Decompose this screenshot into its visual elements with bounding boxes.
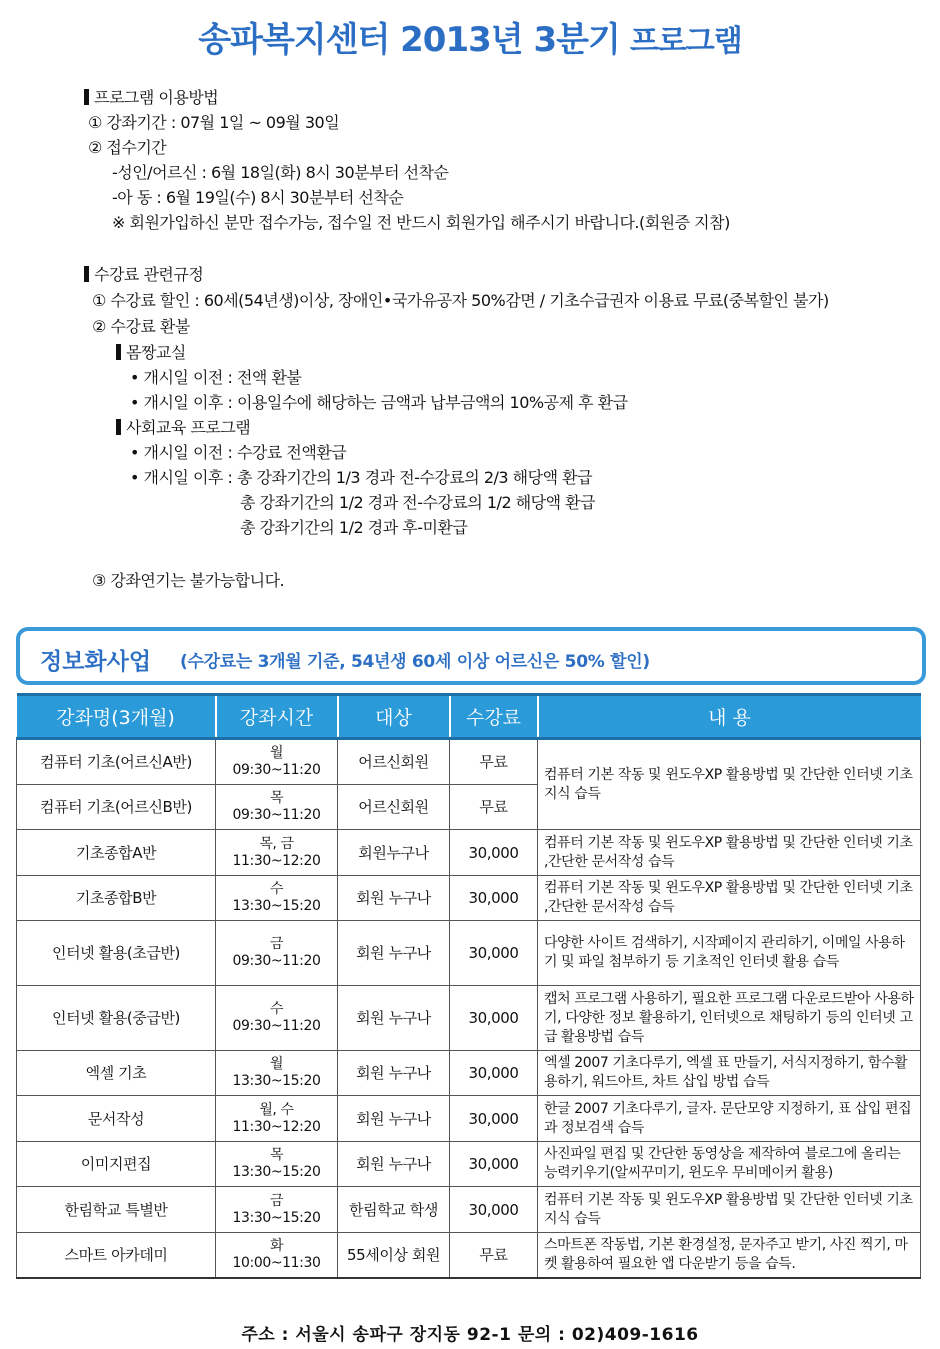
course-content: 엑셀 2007 기초다루기, 엑셀 표 만들기, 서식지정하기, 함수활용하기, 워드아트, 차트 삽입 방법 습득 bbox=[538, 1051, 921, 1096]
course-fee: 30,000 bbox=[450, 1142, 538, 1187]
course-fee: 30,000 bbox=[450, 1096, 538, 1142]
table-row bbox=[17, 1096, 921, 1142]
course-day: 목 bbox=[269, 1147, 284, 1163]
course-time bbox=[216, 739, 338, 785]
title-main: 송파복지센터 2013년 3분기 bbox=[198, 20, 620, 60]
course-name: 이미지편집 bbox=[17, 1142, 216, 1187]
course-target: 회원 누구나 bbox=[338, 1142, 450, 1187]
usage-line: -아 동 : 6월 19일(수) 8시 30분부터 선착순 bbox=[112, 188, 404, 207]
fees-heading: 수강료 관련규정 bbox=[84, 262, 203, 285]
course-content: 스마트폰 작동법, 기본 환경설정, 문자주고 받기, 사진 찍기, 마켓 활용하여 필요한 앱 다운받기 등을 습득. bbox=[538, 1233, 921, 1278]
course-name: 인터넷 활용(중급반) bbox=[17, 986, 216, 1051]
course-day: 수 bbox=[269, 1001, 284, 1017]
table-row bbox=[17, 1142, 921, 1187]
course-hours: 09:30~11:20 bbox=[232, 807, 321, 823]
fees-line: ① 수강료 할인 : 60세(54년생)이상, 장애인•국가유공자 50%감면 / 기초수급권자 이용료 무료(중복할인 불가) bbox=[92, 291, 829, 310]
fees-line: • 개시일 이전 : 수강료 전액환급 bbox=[130, 443, 347, 462]
course-name: 기초종합A반 bbox=[17, 830, 216, 876]
table-row bbox=[17, 739, 921, 785]
course-content: 컴퓨터 기본 작동 및 윈도우XP 활용방법 및 간단한 인터넷 기초 ,간단한 문서작성 습득 bbox=[538, 876, 921, 921]
course-time bbox=[216, 1051, 338, 1096]
course-time bbox=[216, 1142, 338, 1187]
course-day: 목 bbox=[269, 790, 284, 806]
table-row bbox=[17, 1233, 921, 1278]
course-day: 금 bbox=[269, 1192, 284, 1209]
course-fee: 무료 bbox=[450, 739, 538, 785]
course-content: 컴퓨터 기본 작동 및 윈도우XP 활용방법 및 간단한 인터넷 기초 지식 습득 bbox=[538, 1187, 921, 1233]
course-hours: 13:30~15:20 bbox=[232, 1209, 321, 1226]
course-fee: 30,000 bbox=[450, 876, 538, 921]
fees-line: • 개시일 이후 : 이용일수에 해당하는 금액과 납부금액의 10%공제 후 환급 bbox=[130, 393, 628, 412]
course-target: 어르신회원 bbox=[338, 785, 450, 830]
program-table bbox=[16, 693, 921, 1279]
course-hours: 13:30~15:20 bbox=[232, 898, 321, 914]
course-hours: 09:30~11:20 bbox=[232, 762, 321, 778]
course-time bbox=[216, 876, 338, 921]
fees-line: 총 강좌기간의 1/2 경과 후-미환급 bbox=[240, 518, 468, 537]
table-row bbox=[17, 986, 921, 1051]
course-name: 기초종합B반 bbox=[17, 876, 216, 921]
title-sub: 프로그램 bbox=[629, 24, 742, 59]
fees-subheading: 사회교육 프로그램 bbox=[116, 415, 250, 438]
fees-line: ③ 강좌연기는 불가능합니다. bbox=[92, 571, 285, 590]
banner-note: (수강료는 3개월 기준, 54년생 60세 이상 어르신은 50% 할인) bbox=[180, 652, 650, 672]
table-row bbox=[17, 830, 921, 876]
course-content: 캡처 프로그램 사용하기, 필요한 프로그램 다운로드받아 사용하기, 다양한 정보 활용하기, 인터넷으로 채팅하기 등의 인터넷 고급 활용방법 습득 bbox=[538, 986, 921, 1051]
usage-notice: ※ 회원가입하신 분만 접수가능, 접수일 전 반드시 회원가입 해주시기 바랍니다.(회원증 지참) bbox=[112, 213, 730, 232]
table-row bbox=[17, 1187, 921, 1233]
course-target: 회원 누구나 bbox=[338, 986, 450, 1051]
course-fee: 30,000 bbox=[450, 1187, 538, 1233]
course-fee: 30,000 bbox=[450, 921, 538, 986]
course-hours: 11:30~12:20 bbox=[232, 852, 321, 869]
section-banner bbox=[16, 627, 926, 685]
course-fee: 30,000 bbox=[450, 1051, 538, 1096]
course-name: 컴퓨터 기초(어르신B반) bbox=[17, 785, 216, 830]
table-row bbox=[17, 1051, 921, 1096]
course-hours: 11:30~12:20 bbox=[232, 1118, 321, 1135]
course-name: 엑셀 기초 bbox=[17, 1051, 216, 1096]
course-fee: 30,000 bbox=[450, 986, 538, 1051]
course-day: 월 bbox=[269, 1056, 284, 1072]
course-content: 사진파일 편집 및 간단한 동영상을 제작하여 블로그에 올리는 능력키우기(알씨꾸미기, 윈도우 무비메이커 활용) bbox=[538, 1142, 921, 1187]
course-hours: 10:00~11:30 bbox=[232, 1254, 321, 1271]
course-name: 한림학교 특별반 bbox=[17, 1187, 216, 1233]
course-content: 컴퓨터 기본 작동 및 윈도우XP 활용방법 및 간단한 인터넷 기초 ,간단한 문서작성 습득 bbox=[538, 830, 921, 876]
fees-line: • 개시일 이후 : 총 강좌기간의 1/3 경과 전-수강료의 2/3 해당액 환급 bbox=[130, 468, 593, 487]
course-content: 다양한 사이트 검색하기, 시작페이지 관리하기, 이메일 사용하기 및 파일 첨부하기 등 기초적인 인터넷 활용 습득 bbox=[538, 921, 921, 986]
course-target: 어르신회원 bbox=[338, 739, 450, 785]
course-target: 회원누구나 bbox=[338, 830, 450, 876]
course-time bbox=[216, 986, 338, 1051]
course-hours: 09:30~11:20 bbox=[232, 1018, 321, 1034]
course-day: 목, 금 bbox=[259, 835, 294, 852]
course-hours: 13:30~15:20 bbox=[232, 1073, 321, 1089]
footer-address: 주소 : 서울시 송파구 장지동 92-1 문의 : 02)409-1616 bbox=[241, 1325, 699, 1345]
fees-line: 총 강좌기간의 1/2 경과 전-수강료의 1/2 해당액 환급 bbox=[240, 493, 596, 512]
course-name: 인터넷 활용(초급반) bbox=[17, 921, 216, 986]
course-day: 월 bbox=[269, 745, 284, 761]
header-fee: 수강료 bbox=[450, 695, 538, 739]
course-day: 금 bbox=[269, 936, 284, 952]
course-fee: 무료 bbox=[450, 1233, 538, 1278]
usage-line: ② 접수기간 bbox=[88, 138, 167, 157]
header-time: 강좌시간 bbox=[216, 695, 338, 739]
usage-line: -성인/어르신 : 6월 18일(화) 8시 30분부터 선착순 bbox=[112, 163, 449, 182]
usage-heading: 프로그램 이용방법 bbox=[84, 85, 218, 108]
course-hours: 09:30~11:20 bbox=[232, 953, 321, 969]
course-day: 화 bbox=[269, 1237, 284, 1254]
course-time bbox=[216, 1096, 338, 1142]
course-target: 회원 누구나 bbox=[338, 876, 450, 921]
course-time bbox=[216, 1233, 338, 1278]
course-hours: 13:30~15:20 bbox=[232, 1164, 321, 1180]
course-name: 컴퓨터 기초(어르신A반) bbox=[17, 739, 216, 785]
header-content: 내 용 bbox=[538, 695, 921, 739]
course-time bbox=[216, 830, 338, 876]
course-content: 한글 2007 기초다루기, 글자. 문단모양 지정하기, 표 삽입 편집과 정보검색 습득 bbox=[538, 1096, 921, 1142]
course-content: 컴퓨터 기본 작동 및 윈도우XP 활용방법 및 간단한 인터넷 기초 지식 습득 bbox=[538, 739, 921, 830]
course-time bbox=[216, 1187, 338, 1233]
fees-line: ② 수강료 환불 bbox=[92, 317, 190, 336]
course-fee: 30,000 bbox=[450, 830, 538, 876]
course-name: 스마트 아카데미 bbox=[17, 1233, 216, 1278]
course-time bbox=[216, 921, 338, 986]
table-row bbox=[17, 921, 921, 986]
course-target: 회원 누구나 bbox=[338, 1096, 450, 1142]
course-day: 수 bbox=[269, 881, 284, 897]
table-header-row bbox=[17, 695, 921, 739]
course-fee: 무료 bbox=[450, 785, 538, 830]
course-target: 회원 누구나 bbox=[338, 1051, 450, 1096]
header-name: 강좌명(3개월) bbox=[17, 695, 216, 739]
banner-title: 정보화사업 bbox=[40, 649, 152, 675]
course-target: 한림학교 학생 bbox=[338, 1187, 450, 1233]
page-title bbox=[0, 12, 940, 61]
fees-line: • 개시일 이전 : 전액 환불 bbox=[130, 368, 302, 387]
fees-subheading: 몸짱교실 bbox=[116, 340, 186, 363]
course-name: 문서작성 bbox=[17, 1096, 216, 1142]
table-row bbox=[17, 876, 921, 921]
header-target: 대상 bbox=[338, 695, 450, 739]
course-target: 회원 누구나 bbox=[338, 921, 450, 986]
course-target: 55세이상 회원 bbox=[338, 1233, 450, 1278]
course-day: 월, 수 bbox=[259, 1101, 294, 1118]
course-time bbox=[216, 785, 338, 830]
usage-line: ① 강좌기간 : 07월 1일 ~ 09월 30일 bbox=[88, 113, 340, 132]
